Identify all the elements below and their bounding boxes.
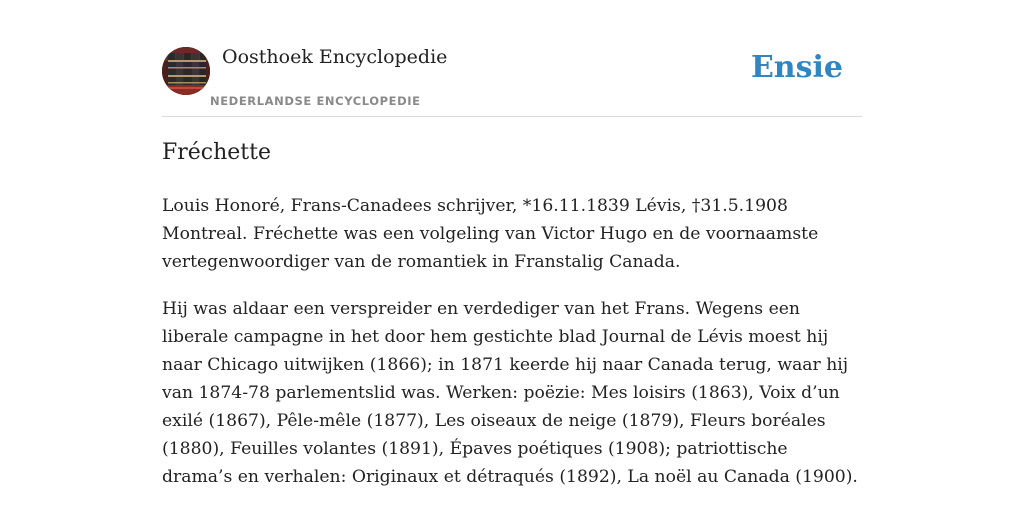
page <box>162 0 862 487</box>
article-paragraph: Hij was aldaar een verspreider en verdediger van het Frans. Wegens een liberale campagne in het door hem gestichte blad Journal de Lévis moest hij naar Chicago uitwijken (1866); in 1871 keerde hij naar Canada terug, waar hij van 1874-78 parlementslid was. Werken: poëzie: Mes loisirs (1863), Voix d’un exilé (1867), Pêle-mêle (1877), Les oiseaux de neige (1879), Fleurs boréales (1880), Feuilles volantes (1891), Épaves poétiques (1908); patriottische drama’s en verhalen: Originaux et détraqués (1892), La noël au Canada (1900). <box>162 299 858 487</box>
article-title: Fréchette <box>162 140 272 165</box>
brand-logo-link[interactable]: Ensie <box>750 50 843 85</box>
article-paragraph: Louis Honoré, Frans-Canadees schrijver, *16.11.1839 Lévis, †31.5.1908 Montreal. Fréchette was een volgeling van Victor Hugo en de voornaamste vertegenwoordiger van de romantiek in Franstalig Canada. <box>162 196 819 272</box>
encyclopedia-subtitle: NEDERLANDSE ENCYCLOPEDIE <box>210 94 421 108</box>
header <box>162 0 862 117</box>
book-title[interactable]: Oosthoek Encyclopedie <box>222 46 448 68</box>
article-body <box>162 192 862 510</box>
encyclopedia-books-icon[interactable] <box>162 47 210 95</box>
